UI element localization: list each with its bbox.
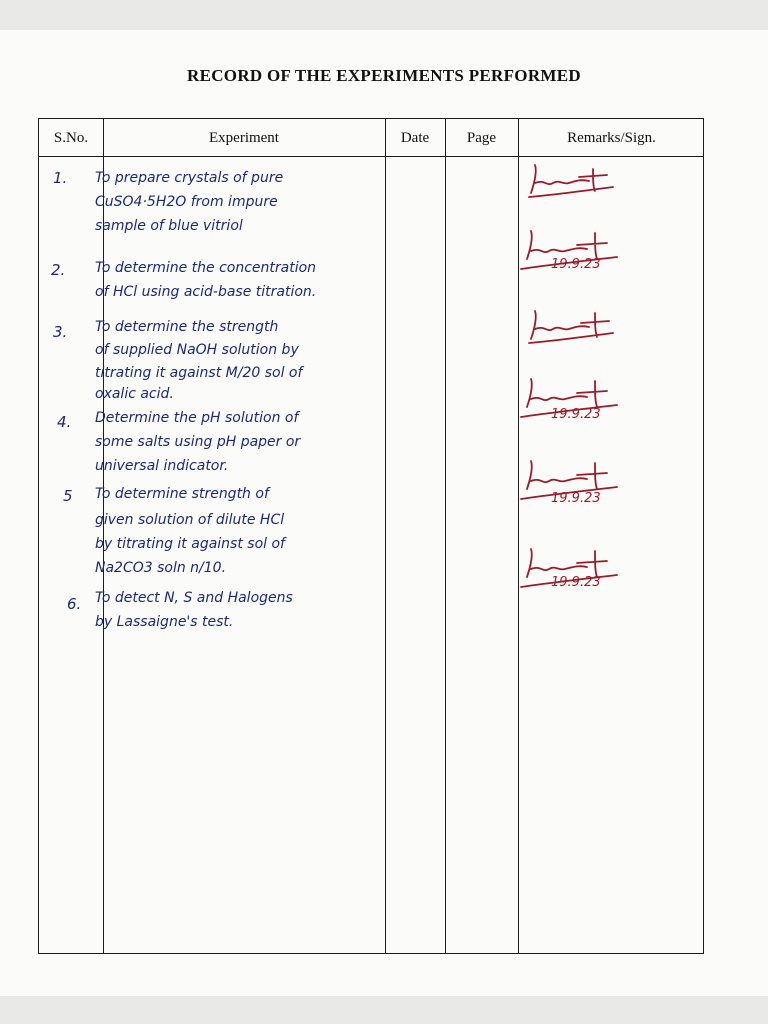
row-2-experiment-line: of HCl using acid-base titration. [95,284,317,300]
row-6-experiment-line: by Lassaigne's test. [95,614,234,630]
row-3-experiment-line: of supplied NaOH solution by [95,342,299,358]
row-6-experiment-line: To detect N, S and Halogens [95,590,293,606]
row-5-experiment-line: To determine strength of [95,486,269,502]
header-experiment: Experiment [209,130,279,146]
row-4-experiment-line: Determine the pH solution of [95,410,299,426]
header-remarks: Remarks/Sign. [567,130,656,146]
row-2-sno: 2. [51,261,66,279]
row-4-experiment-line: universal indicator. [95,458,229,474]
row-2-experiment-line: To determine the concentration [95,260,317,276]
header-divider [39,156,703,157]
row-3-sno: 3. [53,323,68,341]
row-2-date: 19.9.23 [551,257,601,272]
row-5-experiment-line: by titrating it against sol of [95,536,285,552]
row-3-experiment-line: To determine the strength [95,319,279,335]
row-3-experiment-line: titrating it against M/20 sol of [95,365,303,381]
column-divider [445,119,446,953]
row-6-sno: 6. [67,595,82,613]
row-1-experiment-line: To prepare crystals of pure [95,170,284,186]
header-date: Date [400,130,430,146]
header-page: Page [466,130,497,146]
page-title: RECORD OF THE EXPERIMENTS PERFORMED [187,66,581,85]
column-divider [385,119,386,953]
row-4-date: 19.9.23 [551,407,601,422]
row-4-sno: 4. [57,413,72,431]
signature-row-1-icon [523,161,623,205]
header-sno: S.No. [53,130,89,146]
row-5-date: 19.9.23 [551,491,601,506]
row-1-experiment-line: CuSO4·5H2O from impure [95,194,278,210]
signature-row-3-icon [523,307,623,351]
row-3-experiment-line: oxalic acid. [95,386,174,402]
row-5-sno: 5 [63,487,73,505]
row-6-date: 19.9.23 [551,575,601,590]
row-4-experiment-line: some salts using pH paper or [95,434,301,450]
row-5-experiment-line: given solution of dilute HCl [95,512,285,528]
row-1-experiment-line: sample of blue vitriol [95,218,243,234]
experiments-table [38,118,704,954]
row-1-sno: 1. [53,169,68,187]
row-5-experiment-line: Na2CO3 soln n/10. [95,560,227,576]
